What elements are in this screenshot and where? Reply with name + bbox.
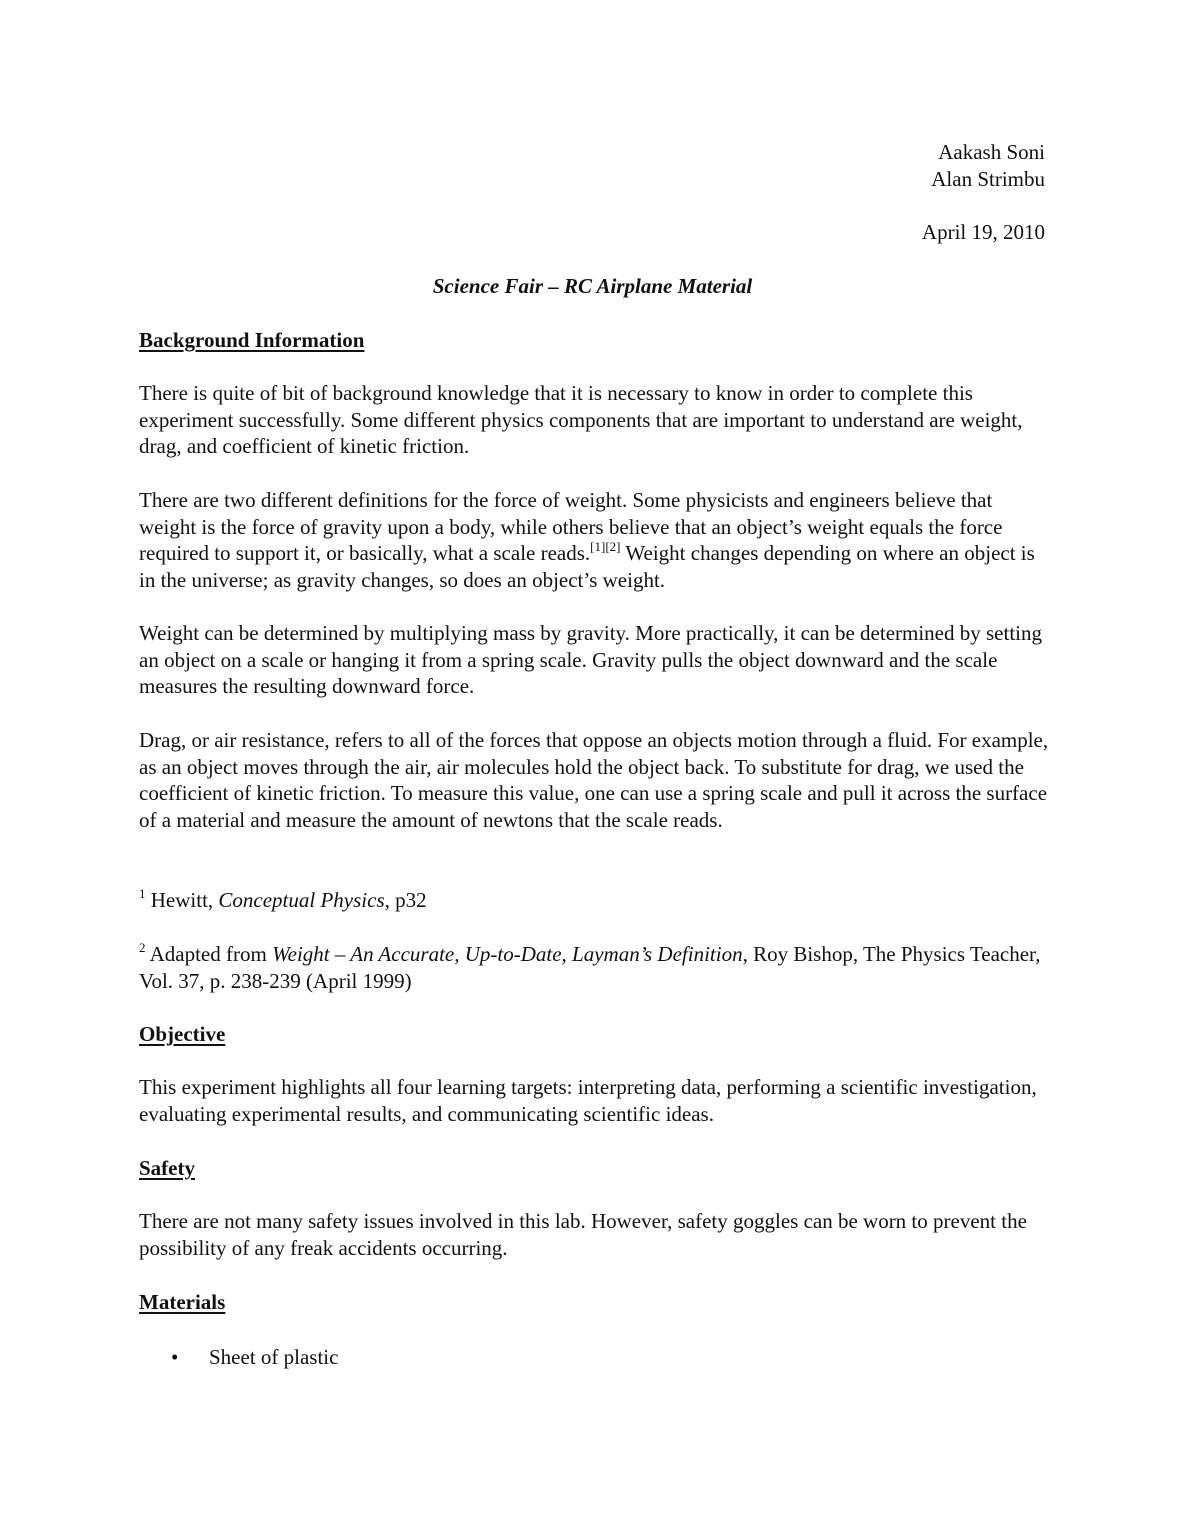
background-paragraph: Weight can be determined by multiplying mass by gravity. More practically, it can be determined by setting an object on a scale or hanging it from a spring scale. Gravity pulls the object downward and the scale measures the resulting downward force. [139, 621, 1042, 698]
footnote-source-title: Weight – An Accurate, Up-to-Date, Layman’s Definition [272, 942, 743, 966]
background-paragraph: Drag, or air resistance, refers to all of the forces that oppose an objects motion through a fluid. For example, as an object moves through the air, air molecules hold the object back. To substitute for drag, we used the coefficient of kinetic friction. To measure this value, one can use a spring scale and pull it across the surface of a material and measure the amount of newtons that the scale reads. [139, 728, 1049, 832]
citation-marker: [2] [605, 539, 621, 554]
background-paragraph: There is quite of bit of background knowledge that it is necessary to know in order to complete this experiment successfully. Some different physics components that are important to understand are weight, drag, and coefficient of kinetic friction. [139, 381, 1023, 458]
footnote-number: 2 [139, 940, 146, 955]
material-label: Sheet of plastic [209, 1345, 339, 1369]
section-heading-background: Background Information [139, 328, 365, 352]
paragraph-text: Weight changes depending on where an object is in the universe; as gravity changes, so does an object’s weight. [139, 541, 1035, 592]
paragraph-text: There are two different definitions for the force of weight. Some physicists and engineers believe that weight is the force of gravity upon a body, while others believe that an object’s weight equals the force required to support it, or basically, what a scale reads. [139, 488, 1003, 565]
document-title: Science Fair – RC Airplane Material [432, 274, 753, 298]
section-heading-objective: Objective [139, 1022, 226, 1046]
section-heading-materials: Materials [139, 1290, 226, 1314]
footnote-source-title: Conceptual Physics [218, 888, 385, 912]
author-name: Alan Strimbu [931, 167, 1045, 191]
footnote-text: Adapted from [145, 942, 273, 966]
section-heading-safety: Safety [139, 1156, 195, 1180]
objective-paragraph: This experiment highlights all four learning targets: interpreting data, performing a scientific investigation, evaluating experimental results, and communicating scientific ideas. [139, 1075, 1037, 1126]
footnote [139, 941, 1049, 994]
safety-paragraph: There are not many safety issues involved in this lab. However, safety goggles can be worn to prevent the possibility of any freak accidents occurring. [139, 1209, 1027, 1260]
footnote [139, 887, 1049, 914]
footnote-text: Hewitt, [145, 888, 219, 912]
footnote-text: , p32 [384, 888, 427, 912]
author-name: Aakash Soni [938, 140, 1045, 164]
citation-marker: [1] [590, 539, 606, 554]
materials-list-item [171, 1344, 338, 1371]
bullet-icon: • [171, 1345, 179, 1369]
footnote-number: 1 [139, 886, 146, 901]
background-paragraph [139, 487, 1049, 593]
document-date: April 19, 2010 [921, 220, 1045, 244]
footnote-text: , Roy Bishop, The Physics Teacher, Vol. 37, p. 238-239 (April 1999) [139, 942, 1041, 993]
